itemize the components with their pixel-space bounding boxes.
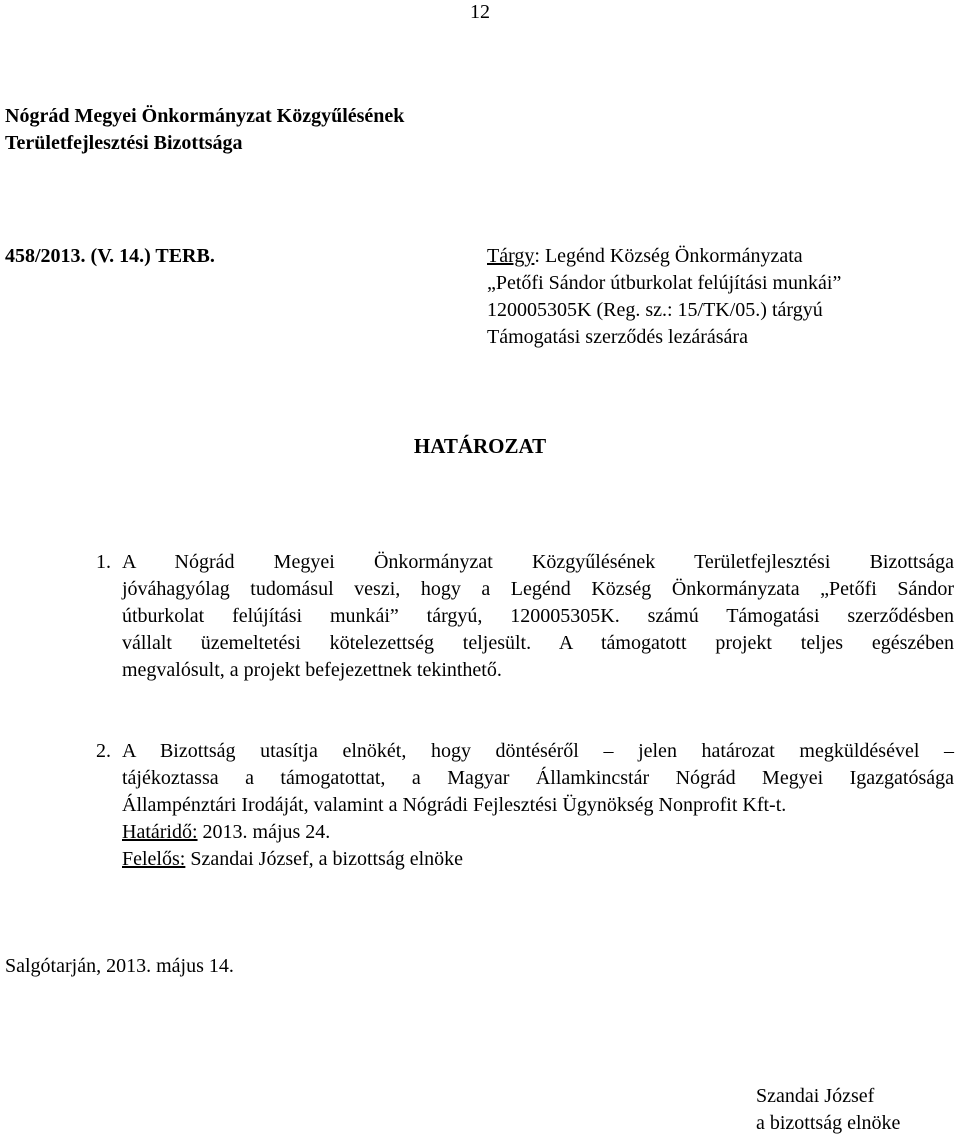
paragraph-2-line: Állampénztári Irodáját, valamint a Nógrádi Fejlesztési Ügynökség Nonprofit Kft-t. xyxy=(122,794,787,816)
paragraph-2-line: A Bizottság utasítja elnökét, hogy döntéséről – jelen határozat megküldésével – xyxy=(122,740,954,762)
paragraph-2-line: tájékoztassa a támogatottat, a Magyar Államkincstár Nógrád Megyei Igazgatósága xyxy=(122,767,954,789)
subject-block xyxy=(487,243,841,351)
subject-line-1 xyxy=(487,243,841,270)
signature-block xyxy=(756,1083,900,1137)
paragraph-1-number: 1. xyxy=(96,551,111,573)
subject-label: Tárgy xyxy=(487,245,535,267)
paragraph-1-line: megvalósult, a projekt befejezettnek tekinthető. xyxy=(122,659,502,681)
subject-line-1-text: : Legénd Község Önkormányzata xyxy=(534,245,803,267)
signatory-name: Szandai József xyxy=(756,1085,875,1107)
responsible-value: Szandai József, a bizottság elnöke xyxy=(185,848,464,870)
subject-line-4: Támogatási szerződés lezárására xyxy=(487,326,748,348)
deadline xyxy=(122,819,954,846)
paragraph-1-line: jóváhagyólag tudomásul veszi, hogy a Legénd Község Önkormányzata „Petőfi Sándor xyxy=(122,578,954,600)
place-and-date: Salgótarján, 2013. május 14. xyxy=(5,955,234,977)
subject-line-3: 120005305K (Reg. sz.: 15/TK/05.) tárgyú xyxy=(487,299,823,321)
subject-line-2: „Petőfi Sándor útburkolat felújítási munkái” xyxy=(487,272,842,294)
page-number: 12 xyxy=(470,1,490,23)
responsible-label: Felelős: xyxy=(122,848,186,870)
signatory-role: a bizottság elnöke xyxy=(756,1112,901,1134)
paragraph-1 xyxy=(96,549,954,684)
issuing-body-line-1: Nógrád Megyei Önkormányzat Közgyűlésének xyxy=(5,105,405,127)
paragraph-1-line: A Nógrád Megyei Önkormányzat Közgyűlésének Területfejlesztési Bizottsága xyxy=(122,551,954,573)
issuing-body-line-2: Területfejlesztési Bizottsága xyxy=(5,132,243,154)
document-title: HATÁROZAT xyxy=(413,434,547,458)
resolution-reference: 458/2013. (V. 14.) TERB. xyxy=(5,245,215,267)
issuing-body xyxy=(5,103,404,157)
deadline-value: 2013. május 24. xyxy=(197,821,331,843)
paragraph-2 xyxy=(96,738,954,873)
deadline-label: Határidő: xyxy=(122,821,198,843)
paragraph-1-line: vállalt üzemeltetési kötelezettség teljesült. A támogatott projekt teljes egészében xyxy=(122,632,954,654)
paragraph-2-number: 2. xyxy=(96,740,111,762)
paragraph-1-line: útburkolat felújítási munkái” tárgyú, 120005305K. számú Támogatási szerződésben xyxy=(122,605,954,627)
responsible xyxy=(122,846,954,873)
